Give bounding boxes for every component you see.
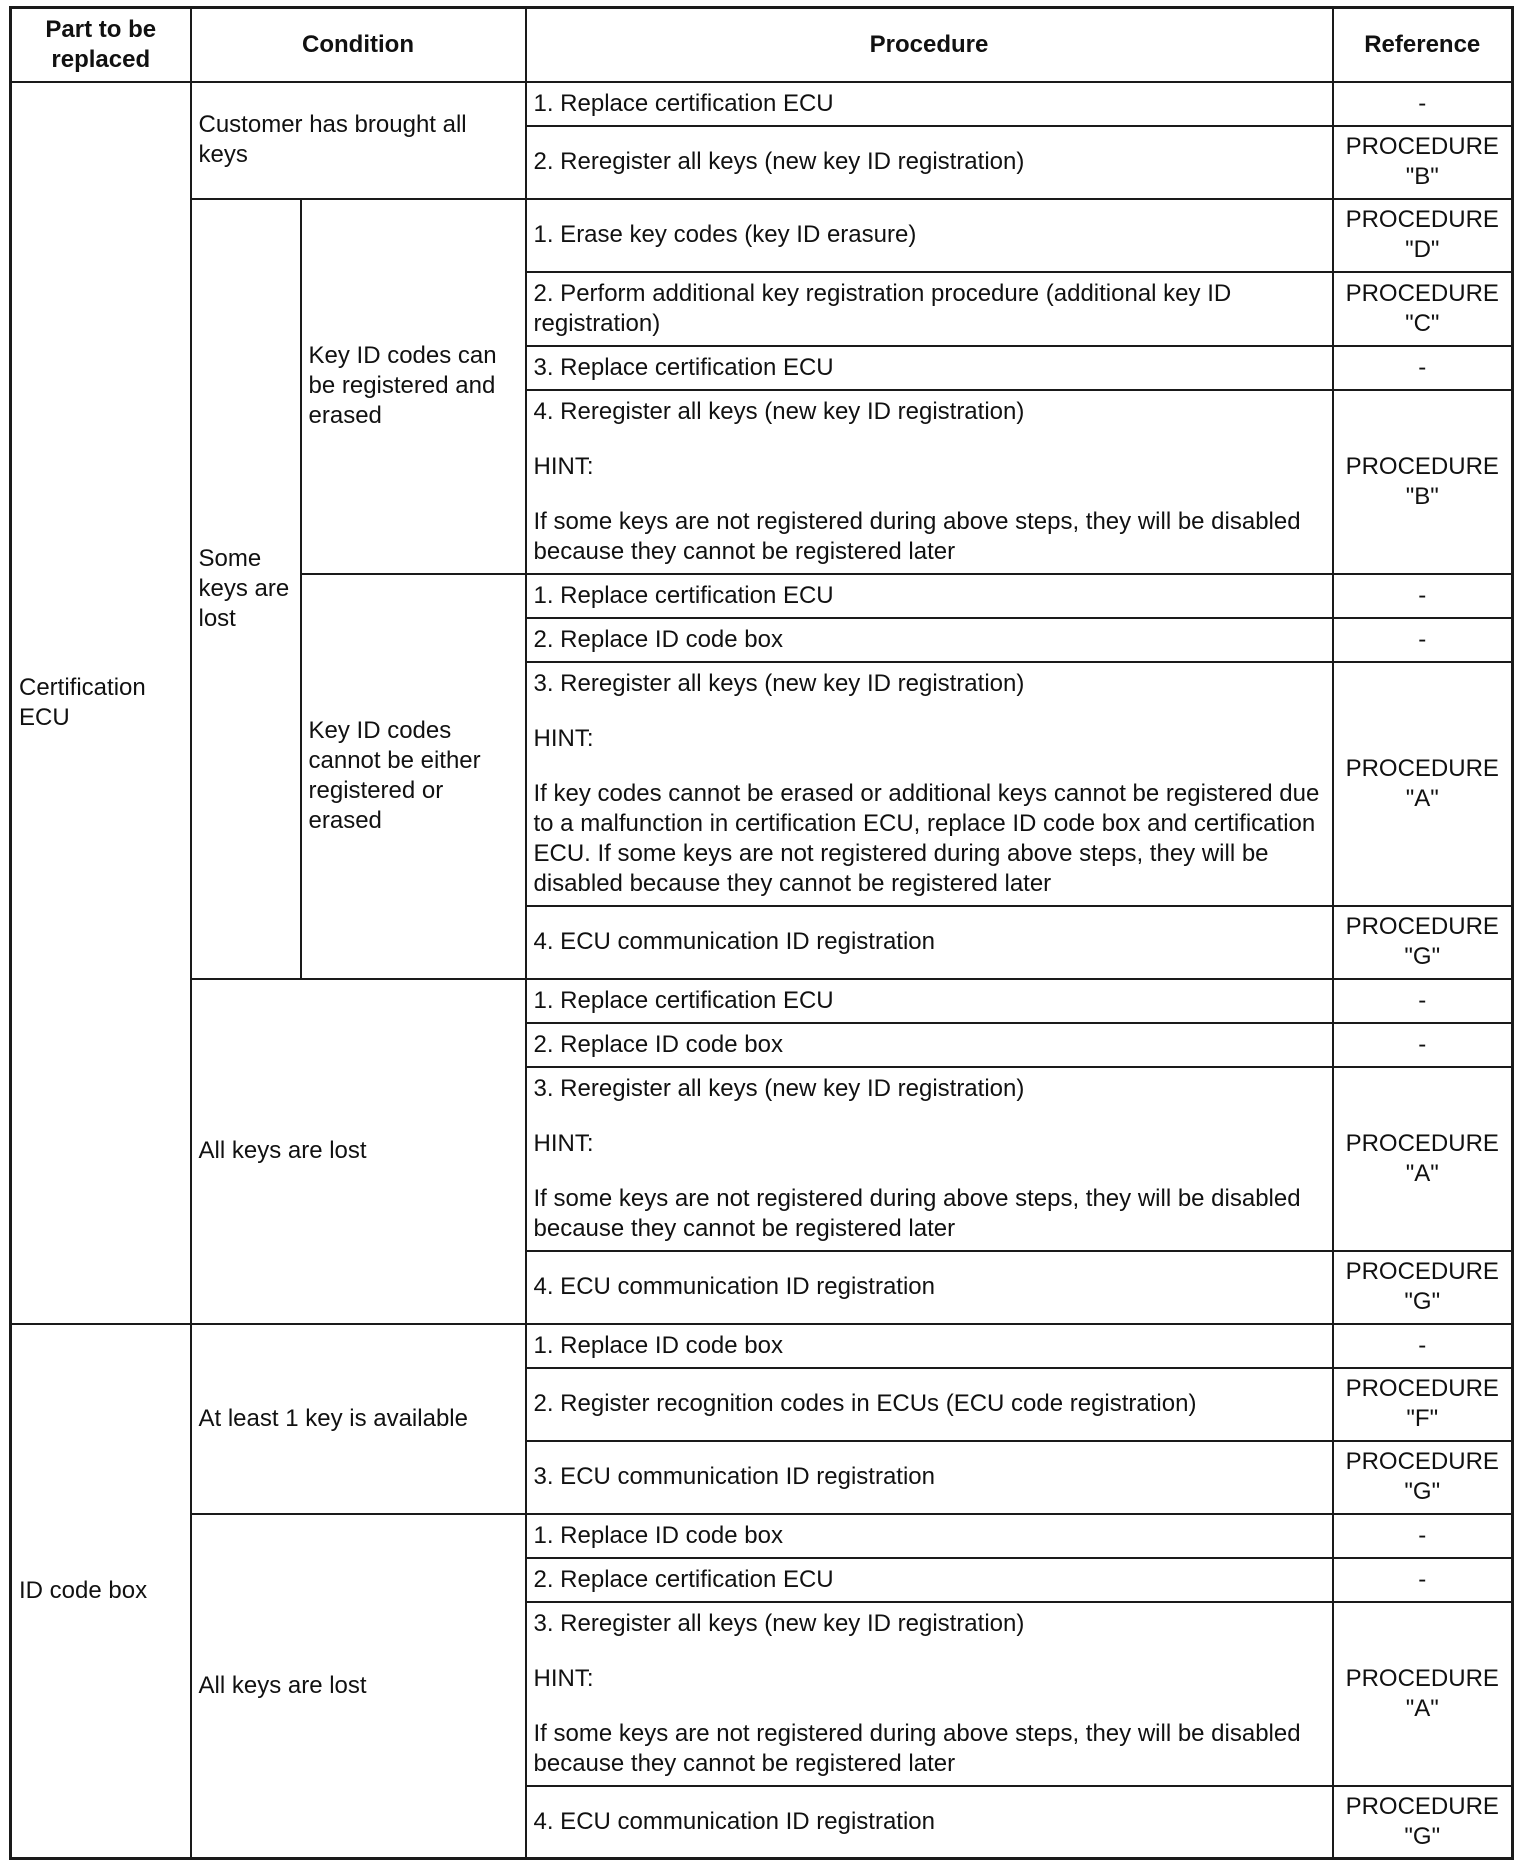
procedure-cell: 2. Replace ID code box — [526, 618, 1333, 662]
procedure-cell: 1. Replace certification ECU — [526, 82, 1333, 126]
reference-cell: - — [1333, 346, 1513, 390]
header-part: Part to be replaced — [11, 8, 191, 82]
table-row — [11, 979, 1513, 1023]
reference-cell: - — [1333, 979, 1513, 1023]
reference-cell: PROCEDURE "G" — [1333, 906, 1513, 979]
reference-cell: PROCEDURE "A" — [1333, 662, 1513, 906]
procedure-cell: 4. ECU communication ID registration — [526, 1251, 1333, 1324]
reference-cell: PROCEDURE "B" — [1333, 126, 1513, 199]
condition-cell: All keys are lost — [191, 1514, 526, 1859]
procedure-step: 3. Reregister all keys (new key ID registration) — [533, 1609, 1025, 1637]
procedure-cell: 2. Replace certification ECU — [526, 1558, 1333, 1602]
condition-cell: At least 1 key is available — [191, 1324, 526, 1514]
procedure-cell — [526, 662, 1333, 906]
procedure-cell: 1. Replace certification ECU — [526, 979, 1333, 1023]
procedure-cell: 1. Replace certification ECU — [526, 574, 1333, 618]
procedure-step: 3. Reregister all keys (new key ID registration) — [533, 1074, 1025, 1102]
procedure-cell: 2. Perform additional key registration procedure (additional key ID registration) — [526, 272, 1333, 346]
reference-cell: - — [1333, 1558, 1513, 1602]
procedure-cell: 1. Erase key codes (key ID erasure) — [526, 199, 1333, 272]
procedure-cell: 3. ECU communication ID registration — [526, 1441, 1333, 1514]
table-row — [11, 82, 1513, 126]
reference-cell: PROCEDURE "D" — [1333, 199, 1513, 272]
procedure-step: 3. Reregister all keys (new key ID registration) — [533, 669, 1025, 697]
procedure-cell: 2. Reregister all keys (new key ID registration) — [526, 126, 1333, 199]
procedure-cell: 2. Replace ID code box — [526, 1023, 1333, 1067]
hint-label: HINT: — [533, 724, 594, 752]
header-row — [11, 8, 1513, 82]
header-reference: Reference — [1333, 8, 1513, 82]
procedure-cell: 3. Replace certification ECU — [526, 346, 1333, 390]
procedure-cell — [526, 390, 1333, 574]
subcondition-cell: Key ID codes cannot be either registered or erased — [301, 574, 526, 979]
procedure-cell: 1. Replace ID code box — [526, 1514, 1333, 1558]
table-row — [11, 199, 1513, 272]
part-cell: Certification ECU — [11, 82, 191, 1324]
hint-label: HINT: — [533, 1664, 594, 1692]
header-procedure: Procedure — [526, 8, 1333, 82]
procedure-cell: 4. ECU communication ID registration — [526, 906, 1333, 979]
hint-text: If key codes cannot be erased or additional keys cannot be registered due to a malfunction in certification ECU, replace ID code box and certification ECU. If some keys are not registered during above steps, they will be disabled because they cannot be registered later — [533, 779, 1320, 897]
procedure-cell — [526, 1602, 1333, 1786]
part-cell: ID code box — [11, 1324, 191, 1859]
reference-cell: - — [1333, 618, 1513, 662]
hint-text: If some keys are not registered during above steps, they will be disabled because they cannot be registered later — [533, 1719, 1301, 1777]
reference-cell: - — [1333, 574, 1513, 618]
hint-label: HINT: — [533, 1129, 594, 1157]
reference-cell: - — [1333, 1023, 1513, 1067]
procedure-cell: 1. Replace ID code box — [526, 1324, 1333, 1368]
reference-cell: PROCEDURE "A" — [1333, 1067, 1513, 1251]
replacement-procedure-table — [9, 6, 1514, 1860]
hint-text: If some keys are not registered during above steps, they will be disabled because they cannot be registered later — [533, 507, 1301, 565]
condition-cell: Customer has brought all keys — [191, 82, 526, 199]
reference-cell: PROCEDURE "B" — [1333, 390, 1513, 574]
reference-cell: PROCEDURE "G" — [1333, 1251, 1513, 1324]
reference-cell: PROCEDURE "F" — [1333, 1368, 1513, 1441]
condition-cell: All keys are lost — [191, 979, 526, 1324]
reference-cell: PROCEDURE "A" — [1333, 1602, 1513, 1786]
table-row — [11, 1324, 1513, 1368]
hint-text: If some keys are not registered during above steps, they will be disabled because they cannot be registered later — [533, 1184, 1301, 1242]
header-condition: Condition — [191, 8, 526, 82]
procedure-cell: 4. ECU communication ID registration — [526, 1786, 1333, 1859]
procedure-cell: 2. Register recognition codes in ECUs (ECU code registration) — [526, 1368, 1333, 1441]
reference-cell: - — [1333, 1324, 1513, 1368]
reference-cell: PROCEDURE "C" — [1333, 272, 1513, 346]
reference-cell: PROCEDURE "G" — [1333, 1441, 1513, 1514]
procedure-cell — [526, 1067, 1333, 1251]
reference-cell: PROCEDURE "G" — [1333, 1786, 1513, 1859]
hint-label: HINT: — [533, 452, 594, 480]
procedure-step: 4. Reregister all keys (new key ID registration) — [533, 397, 1025, 425]
reference-cell: - — [1333, 82, 1513, 126]
reference-cell: - — [1333, 1514, 1513, 1558]
table-row — [11, 1514, 1513, 1558]
subcondition-cell: Key ID codes can be registered and erased — [301, 199, 526, 574]
condition-cell: Some keys are lost — [191, 199, 301, 979]
